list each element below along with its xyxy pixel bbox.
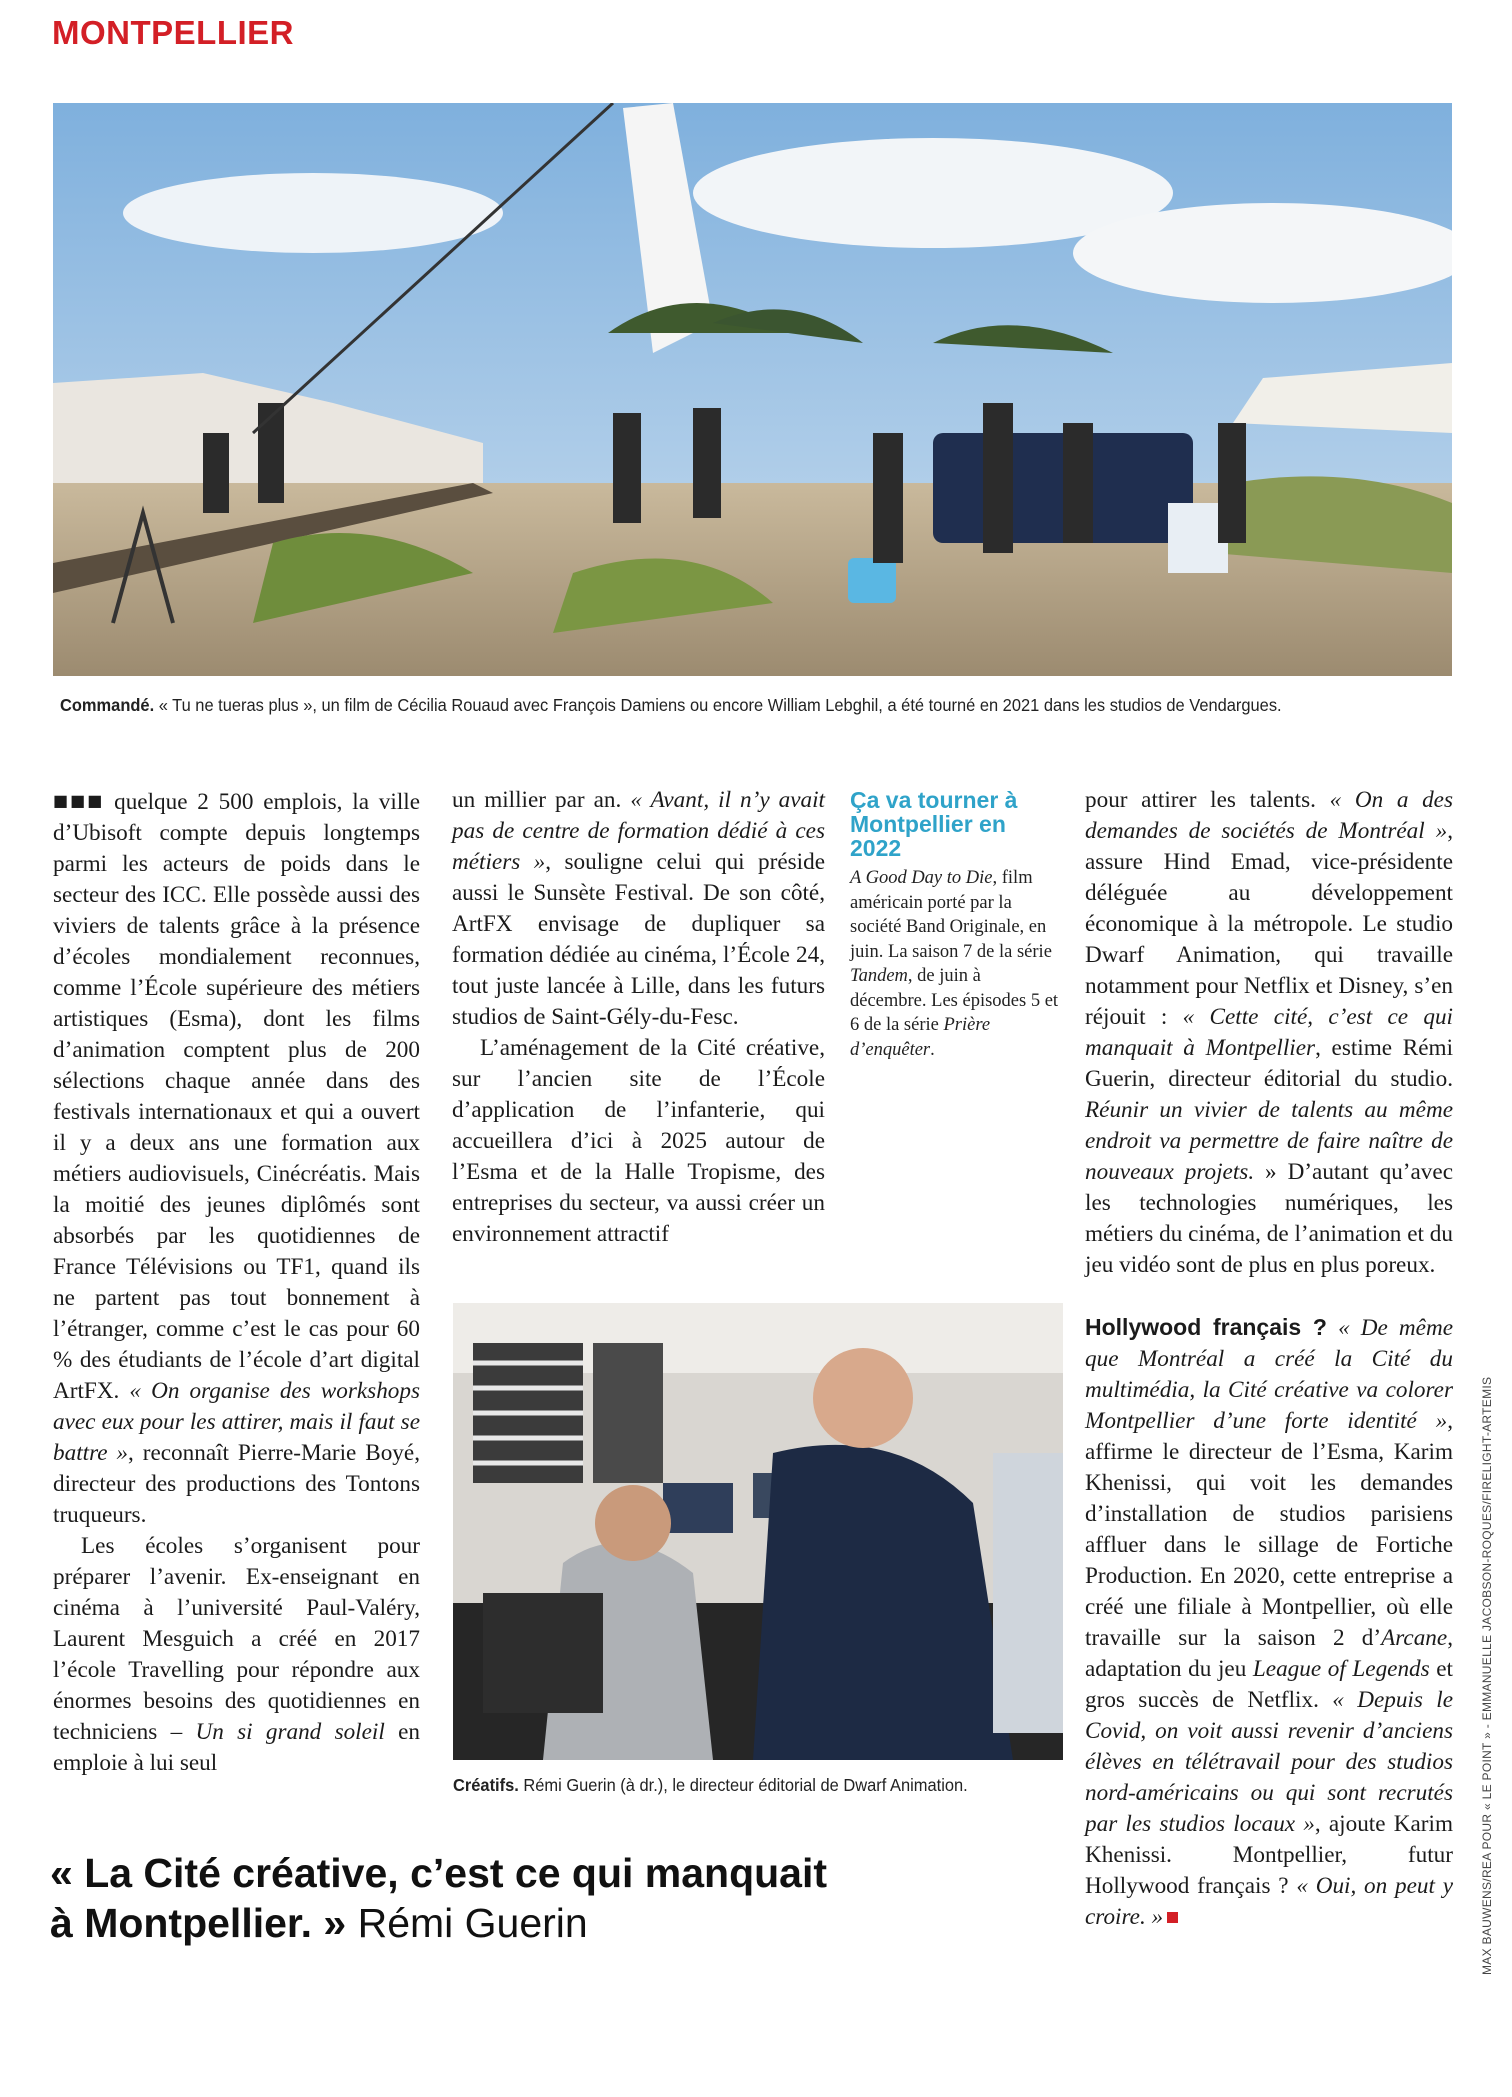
bullet-marks: ■■■ xyxy=(53,791,105,810)
film-shoot-illustration xyxy=(53,103,1452,676)
paragraph xyxy=(1085,785,1453,1281)
quote-run: « Depuis le Covid, on voit aussi revenir d’anciens élèves en télétravail pour des studios nord-américains ou qui sont recrutés par les studios locaux » xyxy=(1085,1687,1453,1837)
quote-run: « Avant, il n’y avait pas de centre de formation dédié à ces métiers » xyxy=(452,787,825,875)
caption-text: Rémi Guerin (à dr.), le directeur éditorial de Dwarf Animation. xyxy=(518,1775,968,1795)
quote-run: « On organise des workshops avec eux pour les attirer, mais il faut se battre » xyxy=(53,1378,421,1466)
paragraph xyxy=(1085,1312,1453,1933)
sidebar-box xyxy=(850,788,1062,1062)
subheading: Hollywood français ? xyxy=(1085,1314,1327,1340)
text-run: , film américain porté par la société Band Originale, en juin. La saison 7 de la série xyxy=(850,868,1052,962)
title-run: Un si grand soleil xyxy=(195,1719,385,1745)
caption-lead: Commandé. xyxy=(60,695,155,715)
end-mark xyxy=(1167,1912,1178,1923)
text-run: et gros succès de Netflix. xyxy=(1085,1656,1454,1713)
sidebar-body xyxy=(850,866,1062,1062)
text-run: un millier par an. xyxy=(452,787,631,813)
series-title: Prière d’enquêter xyxy=(850,1015,991,1060)
film-title: A Good Day to Die xyxy=(850,868,993,888)
quote-run: « Oui, on peut y croire. » xyxy=(1085,1873,1454,1930)
text-run: , de juin à décembre. Les épisodes 5 et 6 de la série xyxy=(850,966,1059,1035)
text-run: , estime Rémi Guerin, directeur éditorial du studio. xyxy=(1085,1035,1454,1092)
caption-lead: Créatifs. xyxy=(453,1775,519,1795)
text-run: quelque 2 500 emplois, la ville d’Ubisoft compte depuis longtemps parmi les acteurs de poids dans le secteur des ICC. Elle possède aussi des viviers de talents grâce à la présence d’écoles mondialement reconnues, comme l’École supérieure des métiers artistiques (Esma), dont les films d’animation comptent plus de 200 sélections chaque année dans des festivals internationaux et qui a ouvert il y a deux ans une formation aux métiers audiovisuels, Cinécréatis. Mais la moitié des jeunes diplômés sont absorbés par les quotidiennes de France Télévisions ou TF1, quand ils ne partent pas tout bonnement à l’étranger, comme c’est le cas pour 60 % des étudiants de l’école d’art digital ArtFX. xyxy=(53,789,420,1404)
quote-run: « De même que Montréal a créé la Cité du multimédia, la Cité créative va colorer Montpellier d’une forte identité » xyxy=(1085,1315,1453,1434)
pull-quote xyxy=(50,1848,850,1948)
text-run: pour attirer les talents. xyxy=(1085,787,1330,813)
paragraph xyxy=(53,1531,420,1779)
pull-quote-text: « La Cité créative, c’est ce qui manquait à Montpellier. » xyxy=(50,1850,828,1946)
text-run: L’aménagement de la Cité créative, sur l’ancien site de l’École d’application de l’infanterie, qui accueillera d’ici à 2025 autour de l’Esma et de la Halle Tropisme, des entreprises du secteur, va aussi créer un environnement attractif xyxy=(452,1035,825,1247)
text-run: Les écoles s’organisent pour préparer l’avenir. Ex-enseignant en cinéma à l’université Paul-Valéry, Laurent Mesguich a créé en 2017 l’école Travelling pour répondre aux énormes besoins des quotidiennes en techniciens – xyxy=(53,1533,420,1745)
photo1-caption xyxy=(60,695,1282,716)
quote-run: « On a des demandes de sociétés de Montréal » xyxy=(1085,787,1453,844)
text-run: , souligne celui qui préside aussi le Sunsète Festival. De son côté, ArtFX envisage de dupliquer sa formation dédiée au cinéma, l’École 24, tout juste lancée à Lille, dans les futurs studios de Saint-Gély-du-Fesc. xyxy=(452,849,825,1030)
text-run: , ajoute Karim Khenissi. Montpellier, futur Hollywood français ? xyxy=(1085,1811,1453,1899)
paragraph xyxy=(452,785,825,1033)
text-run: , adaptation du jeu xyxy=(1085,1625,1453,1682)
quote-run: Réunir un vivier de talents au même endroit va permettre de faire naître de nouveaux projets. xyxy=(1085,1097,1453,1185)
paragraph xyxy=(53,785,420,1531)
text-run: . xyxy=(930,1039,935,1060)
text-run: , affirme le directeur de l’Esma, Karim Khenissi, qui voit les demandes d’installation de studios parisiens affluer dans le sillage de Fortiche Production. En 2020, cette entreprise a créé une filiale à Montpellier, où elle travaille sur la saison 2 d’ xyxy=(1085,1408,1453,1651)
quote-run: « Cette cité, c’est ce qui manquait à Montpellier xyxy=(1085,1004,1453,1061)
series-title: Tandem xyxy=(850,966,908,986)
text-run: , assure Hind Emad, vice-présidente déléguée au développement économique à la métropole. Le studio Dwarf Animation, qui travaille notamment pour Netflix et Disney, s’en réjouit : xyxy=(1085,818,1453,1030)
text-run: » D’autant qu’avec les technologies numériques, les métiers du cinéma, de l’animation et du jeu vidéo sont de plus en plus poreux. xyxy=(1085,1159,1453,1278)
studio-illustration xyxy=(453,1303,1063,1760)
article-column-1 xyxy=(53,785,420,1779)
photo2-caption xyxy=(453,1775,968,1796)
article-column-2 xyxy=(452,785,825,1250)
title-run: Arcane xyxy=(1381,1625,1448,1651)
article-column-4 xyxy=(1085,785,1453,1933)
text-run: , reconnaît Pierre-Marie Boyé, directeur des productions des Tontons truqueurs. xyxy=(53,1440,420,1528)
caption-text: « Tu ne tueras plus », un film de Cécilia Rouaud avec François Damiens ou encore William Lebghil, a été tourné en 2021 dans les studios de Vendargues. xyxy=(154,695,1282,715)
paragraph xyxy=(452,1033,825,1250)
sidebar-title: Ça va tourner à Montpellier en 2022 xyxy=(850,787,1018,861)
pull-quote-author: Rémi Guerin xyxy=(346,1900,588,1946)
section-label: MONTPELLIER xyxy=(52,14,294,51)
text-run: en emploie à lui seul xyxy=(53,1719,420,1776)
film-shoot-photo xyxy=(53,103,1452,676)
photo-credit: MAX BAUWENS/REA POUR « LE POINT » - EMMANUELLE JACOBSON-ROQUES/FIRELIGHT-ARTEMIS xyxy=(1480,1376,1494,1975)
title-run: League of Legends xyxy=(1252,1656,1430,1682)
studio-photo xyxy=(453,1303,1063,1760)
